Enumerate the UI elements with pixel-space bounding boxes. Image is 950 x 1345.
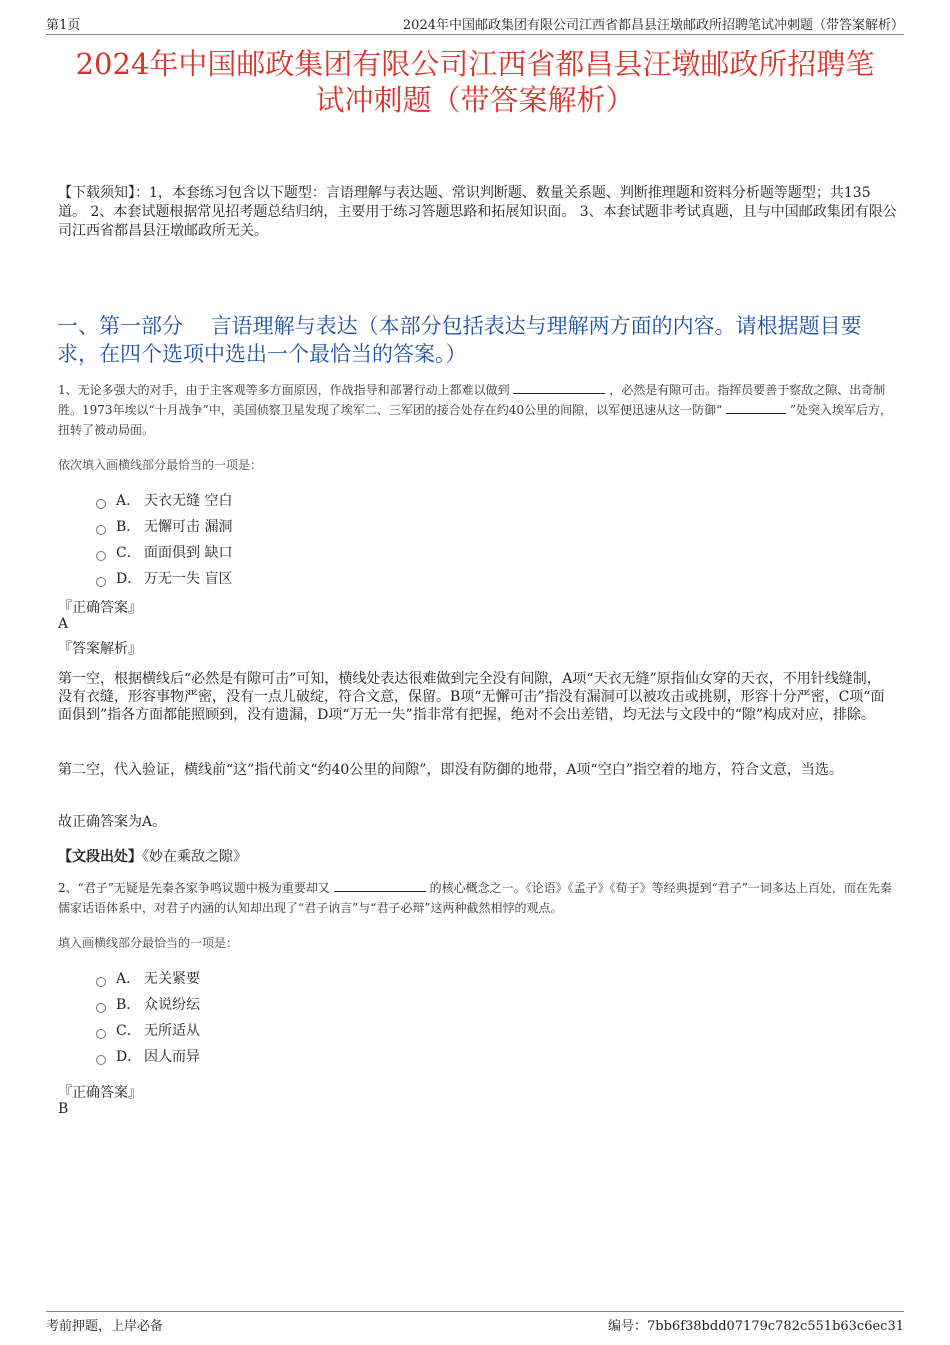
document-id: 编号：7bb6f38bdd07179c782c551b63c6ec31	[608, 1319, 904, 1334]
option-a[interactable]: A． 天衣无缝 空白	[96, 488, 232, 514]
radio-icon[interactable]	[96, 525, 106, 535]
question-1-text-part-c: ”处突入埃军后方，扭转了被动局面。	[58, 403, 893, 437]
option-b[interactable]: B． 无懈可击 漏洞	[96, 514, 232, 540]
analysis-paragraph-3: 故正确答案为A。	[58, 814, 167, 830]
radio-icon[interactable]	[96, 977, 106, 987]
document-title	[40, 46, 910, 118]
question-1-text-part-a: 1、无论多强大的对手，由于主客观等多方面原因，作战指导和部署行动上都难以做到	[58, 383, 510, 397]
section-title: 一、第一部分 言语理解与表达（本部分包括表达与理解两方面的内容。请根据题目要求，在四个选项中选出一个最恰当的答案。）	[57, 314, 862, 366]
page-number: 第1页	[46, 18, 81, 33]
question-2-text-part-a: 2、“君子”无疑是先秦各家争鸣议题中极为重要却又	[58, 881, 330, 895]
footer-slogan: 考前押题，上岸必备	[46, 1319, 164, 1334]
radio-icon[interactable]	[96, 1055, 106, 1065]
question-1-prompt: 依次填入画横线部分最恰当的一项是：	[58, 458, 263, 472]
analysis-paragraph-2: 第二空，代入验证，横线前“这”指代前文“约40公里的间隙”，即没有防御的地带，A项“空白”指空着的地方，符合文意，当选。	[58, 762, 843, 778]
fill-blank-2	[726, 400, 786, 414]
option-c[interactable]: C． 无所适从	[96, 1018, 200, 1044]
question-1-text-part-b: ，必然是有隙可击。指挥员要善于察敌之隙、出奇制胜。1973年埃以“十月战争”中，美国侦察卫星发现了埃军二、三军团的接合处存在约40公里的间隙，以军便迅速从这一防御“	[58, 383, 886, 417]
title-line-1: 2024年中国邮政集团有限公司江西省都昌县汪墩邮政所招聘笔	[75, 47, 875, 81]
question-2-prompt: 填入画横线部分最恰当的一项是：	[58, 936, 239, 950]
answer-label: 『正确答案』	[58, 1085, 142, 1101]
radio-icon[interactable]	[96, 1029, 106, 1039]
answer-value: B	[58, 1101, 69, 1117]
option-d[interactable]: D． 万无一失 盲区	[96, 566, 232, 592]
download-notice: 【下载须知】：1，本套练习包含以下题型：言语理解与表达题、常识判断题、数量关系题、判断推理题和资料分析题等题型；共135道。 2、本套试题根据常见招考题总结归纳，主要用于练习答题思路和拓展知识面。 3、本套试题非考试真题，且与中国邮政集团有限公司江西省都昌县汪墩邮政所无关。	[58, 185, 897, 239]
radio-icon[interactable]	[96, 577, 106, 587]
answer-value: A	[58, 616, 69, 632]
header-doc-title: 2024年中国邮政集团有限公司江西省都昌县汪墩邮政所招聘笔试冲刺题（带答案解析）	[402, 18, 904, 33]
page-footer	[46, 1311, 904, 1332]
option-a[interactable]: A． 无关紧要	[96, 966, 200, 992]
option-c[interactable]: C． 面面俱到 缺口	[96, 540, 232, 566]
page-header	[46, 14, 904, 35]
analysis-paragraph-1: 第一空，根据横线后“必然是有隙可击”可知，横线处表达很难做到完全没有间隙，A项“天衣无缝”原指仙女穿的天衣，不用针线缝制，没有衣缝，形容事物严密，没有一点儿破绽，符合文意，保留。B项“无懈可击”指没有漏洞可以被攻击或挑剔，形容十分严密，C项“面面俱到”指各方面都能照顾到，没有遗漏，D项“万无一失”指非常有把握，绝对不会出差错，均无法与文段中的“隙”构成对应，排除。	[58, 671, 885, 723]
question-2-text-part-b: 的核心概念之一。《论语》《孟子》《荀子》等经典提到“君子”一词多达上百处，而在先秦儒家话语体系中，对君子内涵的认知却出现了“君子讷言”与“君子必辩”这两种截然相悖的观点。	[58, 881, 892, 915]
title-line-2: 试冲刺题（带答案解析）	[315, 83, 635, 117]
fill-blank-1	[334, 878, 426, 892]
question-2-text	[58, 878, 898, 918]
question-1-options	[96, 488, 232, 592]
analysis-label: 『答案解析』	[58, 641, 142, 657]
radio-icon[interactable]	[96, 1003, 106, 1013]
question-1-text	[58, 380, 898, 440]
radio-icon[interactable]	[96, 499, 106, 509]
answer-label: 『正确答案』	[58, 600, 142, 616]
source-label: 【文段出处】	[58, 849, 142, 865]
passage-source	[58, 846, 247, 866]
option-b[interactable]: B． 众说纷纭	[96, 992, 200, 1018]
fill-blank-1	[513, 380, 605, 394]
question-2-options	[96, 966, 200, 1070]
option-d[interactable]: D． 因人而异	[96, 1044, 200, 1070]
radio-icon[interactable]	[96, 551, 106, 561]
source-book: 《妙在乘敌之隙》	[142, 849, 247, 865]
